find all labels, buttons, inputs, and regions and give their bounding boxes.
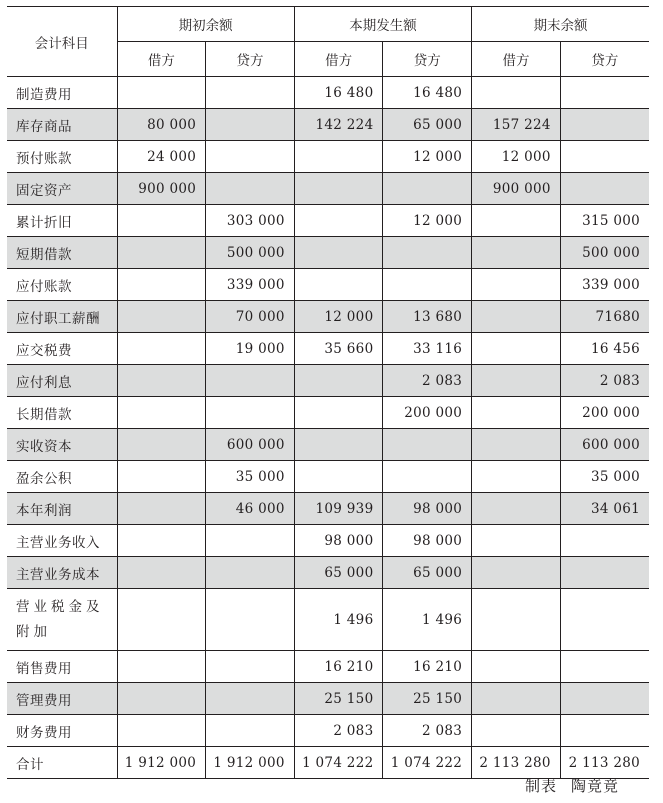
period-debit-cell: 2 083 <box>294 715 383 747</box>
closing-credit-cell: 600 000 <box>560 429 649 461</box>
opening-debit-cell: 80 000 <box>117 109 206 141</box>
opening-debit-cell <box>117 237 206 269</box>
account-name-cell: 应付利息 <box>7 365 117 397</box>
period-debit-cell: 98 000 <box>294 525 383 557</box>
closing-credit-cell <box>560 557 649 589</box>
closing-credit-cell: 2 113 280 <box>560 747 649 779</box>
period-credit-cell: 1 074 222 <box>383 747 472 779</box>
period-debit-cell: 35 660 <box>294 333 383 365</box>
opening-debit-cell <box>117 715 206 747</box>
opening-credit-cell: 339 000 <box>206 269 295 301</box>
closing-debit-cell <box>472 365 561 397</box>
closing-debit-cell <box>472 589 561 651</box>
account-name-cell: 营业税金及附加 <box>7 589 117 651</box>
opening-credit-cell: 1 912 000 <box>206 747 295 779</box>
table-row <box>7 493 649 525</box>
closing-debit-cell: 900 000 <box>472 173 561 205</box>
period-credit-cell <box>383 461 472 493</box>
account-name-cell: 合计 <box>7 747 117 779</box>
closing-credit-cell <box>560 173 649 205</box>
opening-debit-cell: 1 912 000 <box>117 747 206 779</box>
account-name-cell: 实收资本 <box>7 429 117 461</box>
closing-debit-cell: 157 224 <box>472 109 561 141</box>
account-name-cell: 库存商品 <box>7 109 117 141</box>
table-row <box>7 461 649 493</box>
opening-debit-cell <box>117 557 206 589</box>
closing-credit-cell: 71680 <box>560 301 649 333</box>
closing-debit-cell: 12 000 <box>472 141 561 173</box>
period-credit-cell <box>383 269 472 301</box>
account-name-cell: 应交税费 <box>7 333 117 365</box>
table-row <box>7 109 649 141</box>
period-activity-header: 本期发生额 <box>294 7 471 42</box>
opening-debit-cell <box>117 397 206 429</box>
closing-debit-cell <box>472 269 561 301</box>
opening-credit-cell <box>206 715 295 747</box>
trial-balance-table <box>7 6 649 779</box>
opening-debit-cell <box>117 301 206 333</box>
period-debit-cell: 1 074 222 <box>294 747 383 779</box>
account-name-cell: 固定资产 <box>7 173 117 205</box>
closing-debit-cell <box>472 651 561 683</box>
opening-debit-cell <box>117 525 206 557</box>
opening-debit-cell <box>117 269 206 301</box>
preparer-name: 陶竟竟 <box>571 777 620 795</box>
period-credit-cell: 1 496 <box>383 589 472 651</box>
closing-credit-cell: 34 061 <box>560 493 649 525</box>
closing-debit-cell <box>472 333 561 365</box>
opening-debit-cell <box>117 683 206 715</box>
account-name-cell: 主营业务收入 <box>7 525 117 557</box>
opening-debit-cell: 900 000 <box>117 173 206 205</box>
opening-credit-cell <box>206 77 295 109</box>
account-name-cell: 预付账款 <box>7 141 117 173</box>
opening-debit-cell <box>117 77 206 109</box>
period-credit-cell: 200 000 <box>383 397 472 429</box>
period-credit-cell: 16 480 <box>383 77 472 109</box>
period-debit-cell: 109 939 <box>294 493 383 525</box>
opening-credit-cell: 500 000 <box>206 237 295 269</box>
period-debit-cell <box>294 173 383 205</box>
opening-credit-cell: 70 000 <box>206 301 295 333</box>
table-row <box>7 589 649 651</box>
table-row <box>7 141 649 173</box>
opening-debit-cell <box>117 493 206 525</box>
account-name-cell: 本年利润 <box>7 493 117 525</box>
closing-credit-cell <box>560 109 649 141</box>
period-credit-cell <box>383 173 472 205</box>
closing-credit-cell <box>560 651 649 683</box>
table-row <box>7 683 649 715</box>
period-debit-cell: 142 224 <box>294 109 383 141</box>
period-credit-cell: 12 000 <box>383 205 472 237</box>
opening-credit-cell <box>206 589 295 651</box>
period-debit-cell: 25 150 <box>294 683 383 715</box>
closing-credit-cell: 339 000 <box>560 269 649 301</box>
account-name-cell: 盈余公积 <box>7 461 117 493</box>
table-row <box>7 365 649 397</box>
closing-debit-cell <box>472 525 561 557</box>
closing-debit-cell <box>472 715 561 747</box>
account-name-cell: 财务费用 <box>7 715 117 747</box>
table-row <box>7 715 649 747</box>
period-debit-cell <box>294 397 383 429</box>
period-debit-header: 借方 <box>294 42 383 77</box>
table-row <box>7 173 649 205</box>
opening-debit-cell: 24 000 <box>117 141 206 173</box>
opening-debit-cell <box>117 365 206 397</box>
period-debit-cell: 1 496 <box>294 589 383 651</box>
closing-credit-cell <box>560 141 649 173</box>
opening-debit-cell <box>117 589 206 651</box>
closing-credit-cell: 315 000 <box>560 205 649 237</box>
table-row <box>7 237 649 269</box>
opening-credit-cell <box>206 173 295 205</box>
period-credit-cell: 12 000 <box>383 141 472 173</box>
opening-credit-cell: 46 000 <box>206 493 295 525</box>
opening-credit-cell <box>206 397 295 429</box>
opening-balance-header: 期初余额 <box>117 7 294 42</box>
closing-credit-cell <box>560 589 649 651</box>
period-credit-cell: 98 000 <box>383 493 472 525</box>
opening-credit-cell: 19 000 <box>206 333 295 365</box>
closing-credit-cell: 16 456 <box>560 333 649 365</box>
period-credit-cell: 13 680 <box>383 301 472 333</box>
closing-credit-cell <box>560 683 649 715</box>
closing-debit-cell <box>472 683 561 715</box>
prepared-by-label: 制表 <box>525 777 558 795</box>
closing-balance-header: 期末余额 <box>472 7 649 42</box>
account-name-cell: 短期借款 <box>7 237 117 269</box>
period-debit-cell: 65 000 <box>294 557 383 589</box>
period-debit-cell <box>294 365 383 397</box>
period-debit-cell <box>294 429 383 461</box>
period-credit-cell <box>383 237 472 269</box>
table-row <box>7 269 649 301</box>
closing-credit-cell: 35 000 <box>560 461 649 493</box>
closing-debit-cell <box>472 77 561 109</box>
period-credit-cell: 65 000 <box>383 109 472 141</box>
period-debit-cell <box>294 237 383 269</box>
period-credit-cell <box>383 429 472 461</box>
opening-credit-cell <box>206 365 295 397</box>
opening-credit-cell: 35 000 <box>206 461 295 493</box>
opening-debit-cell <box>117 333 206 365</box>
period-debit-cell: 16 210 <box>294 651 383 683</box>
closing-credit-header: 贷方 <box>560 42 649 77</box>
period-credit-cell: 2 083 <box>383 715 472 747</box>
opening-credit-cell <box>206 109 295 141</box>
table-row <box>7 205 649 237</box>
closing-debit-cell <box>472 237 561 269</box>
table-body <box>7 77 649 779</box>
period-debit-cell <box>294 205 383 237</box>
opening-credit-cell <box>206 683 295 715</box>
opening-credit-header: 贷方 <box>206 42 295 77</box>
opening-credit-cell <box>206 525 295 557</box>
closing-debit-cell <box>472 397 561 429</box>
opening-credit-cell <box>206 141 295 173</box>
account-name-cell: 应付账款 <box>7 269 117 301</box>
table-row <box>7 557 649 589</box>
prepared-by <box>525 775 619 796</box>
opening-credit-cell: 303 000 <box>206 205 295 237</box>
account-name-cell: 累计折旧 <box>7 205 117 237</box>
opening-debit-cell <box>117 205 206 237</box>
opening-credit-cell <box>206 557 295 589</box>
opening-debit-header: 借方 <box>117 42 206 77</box>
account-name-cell: 制造费用 <box>7 77 117 109</box>
closing-credit-cell <box>560 77 649 109</box>
closing-debit-header: 借方 <box>472 42 561 77</box>
table-row <box>7 301 649 333</box>
account-name-cell: 长期借款 <box>7 397 117 429</box>
table-row <box>7 397 649 429</box>
closing-debit-cell <box>472 301 561 333</box>
table-row <box>7 333 649 365</box>
table-row <box>7 525 649 557</box>
closing-credit-cell: 500 000 <box>560 237 649 269</box>
closing-debit-cell <box>472 205 561 237</box>
closing-debit-cell: 2 113 280 <box>472 747 561 779</box>
account-name-cell: 主营业务成本 <box>7 557 117 589</box>
closing-debit-cell <box>472 557 561 589</box>
period-debit-cell: 12 000 <box>294 301 383 333</box>
period-debit-cell <box>294 269 383 301</box>
closing-credit-cell: 2 083 <box>560 365 649 397</box>
opening-debit-cell <box>117 461 206 493</box>
period-debit-cell <box>294 141 383 173</box>
period-credit-cell: 98 000 <box>383 525 472 557</box>
period-credit-cell: 16 210 <box>383 651 472 683</box>
period-credit-cell: 2 083 <box>383 365 472 397</box>
account-name-cell: 应付职工薪酬 <box>7 301 117 333</box>
closing-debit-cell <box>472 461 561 493</box>
period-debit-cell: 16 480 <box>294 77 383 109</box>
closing-credit-cell <box>560 525 649 557</box>
opening-credit-cell: 600 000 <box>206 429 295 461</box>
period-credit-cell: 25 150 <box>383 683 472 715</box>
account-name-cell: 销售费用 <box>7 651 117 683</box>
closing-debit-cell <box>472 493 561 525</box>
period-credit-cell: 33 116 <box>383 333 472 365</box>
opening-debit-cell <box>117 429 206 461</box>
table-row <box>7 651 649 683</box>
period-credit-cell: 65 000 <box>383 557 472 589</box>
account-name-cell: 管理费用 <box>7 683 117 715</box>
closing-debit-cell <box>472 429 561 461</box>
closing-credit-cell <box>560 715 649 747</box>
table-row <box>7 77 649 109</box>
table-row <box>7 747 649 779</box>
table-row <box>7 429 649 461</box>
account-column-header: 会计科目 <box>7 7 117 77</box>
opening-credit-cell <box>206 651 295 683</box>
opening-debit-cell <box>117 651 206 683</box>
period-debit-cell <box>294 461 383 493</box>
closing-credit-cell: 200 000 <box>560 397 649 429</box>
period-credit-header: 贷方 <box>383 42 472 77</box>
